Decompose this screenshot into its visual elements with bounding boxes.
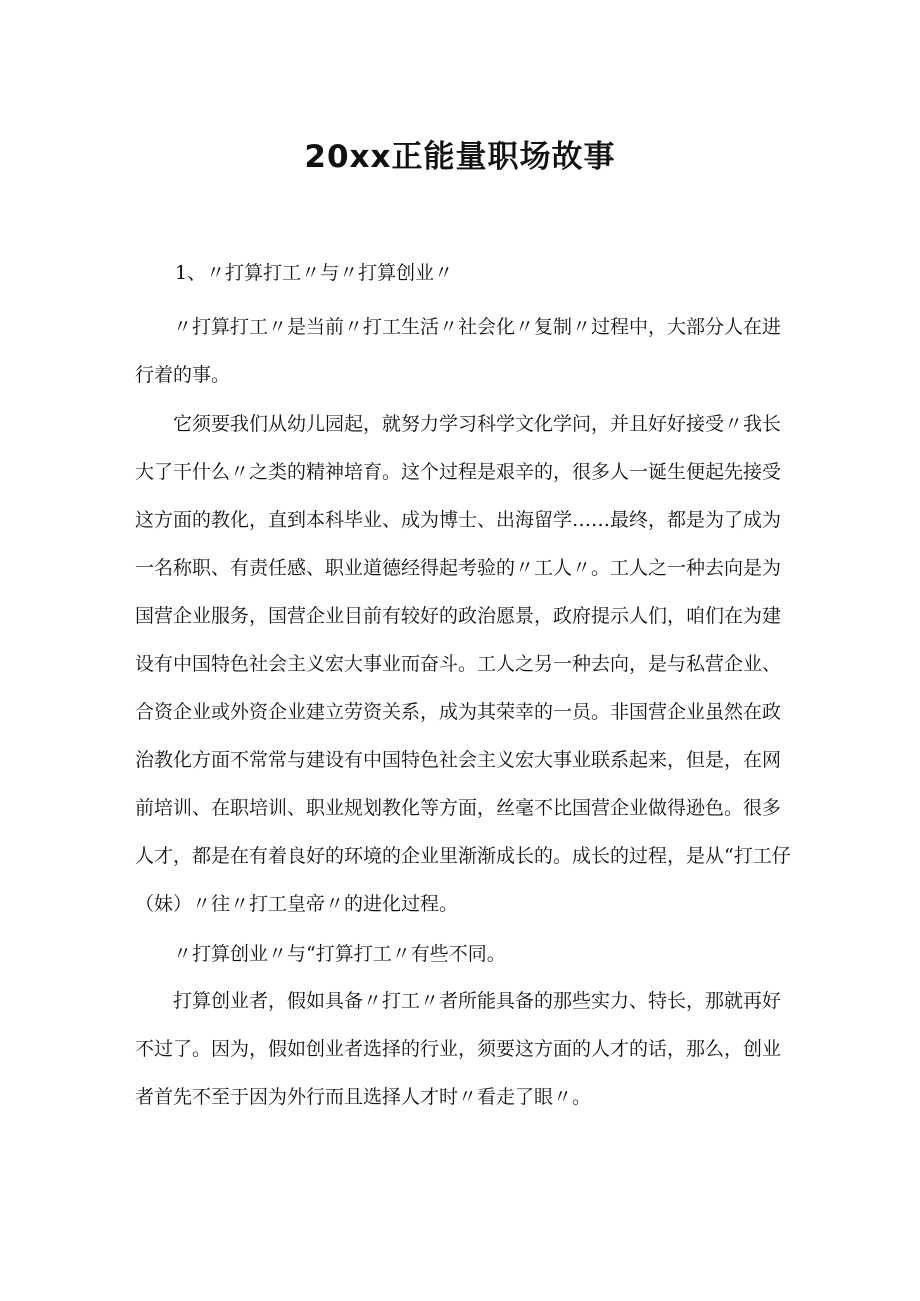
paragraph: 〃打算创业〃与“打算打工〃有些不同。 — [173, 943, 506, 965]
paragraph: 它须要我们从幼儿园起，就努力学习科学文化学问，并且好好接受〃我长大了干什么〃之类的精神培育。这个过程是艰辛的，很多人一诞生便起先接受这方面的教化，直到本科毕业、成为博士、出海留学……最终，都是为了成为一名称职、有责任感、职业道德经得起考验的〃工人〃。工人之一种去向是为国营企业服务，国营企业目前有较好的政治愿景，政府提示人们，咱们在为建设有中国特色社会主义宏大事业而奋斗。工人之另一种去向，是与私营企业、合资企业或外资企业建立劳资关系，成为其荣幸的一员。非国营企业虽然在政治教化方面不常常与建设有中国特色社会主义宏大事业联系起来，但是，在网前培训、在职培训、职业规划教化等方面，丝毫不比国营企业做得逊色。很多人才，都是在有着良好的环境的企业里渐渐成长的。成长的过程，是从“打工仔（妹）〃往〃打工皇帝〃的进化过程。 — [135, 413, 791, 915]
paragraph-1-block — [135, 303, 795, 399]
paragraph: 打算创业者，假如具备〃打工〃者所能具备的那些实力、特长，那就再好不过了。因为，假如创业者选择的行业，须要这方面的人才的话，那么，创业者首先不至于因为外行而且选择人才时〃看走了眼〃。 — [135, 990, 782, 1108]
paragraph-3-block — [135, 930, 795, 978]
paragraph-2-block — [135, 400, 795, 928]
page-title: 20xx正能量职场故事 — [304, 139, 616, 175]
paragraph-4-block — [135, 977, 795, 1121]
section-heading: 1、〃打算打工〃与〃打算创业〃 — [175, 262, 454, 284]
paragraph: 〃打算打工〃是当前〃打工生活〃社会化〃复制〃过程中，大部分人在进行着的事。 — [135, 316, 782, 386]
